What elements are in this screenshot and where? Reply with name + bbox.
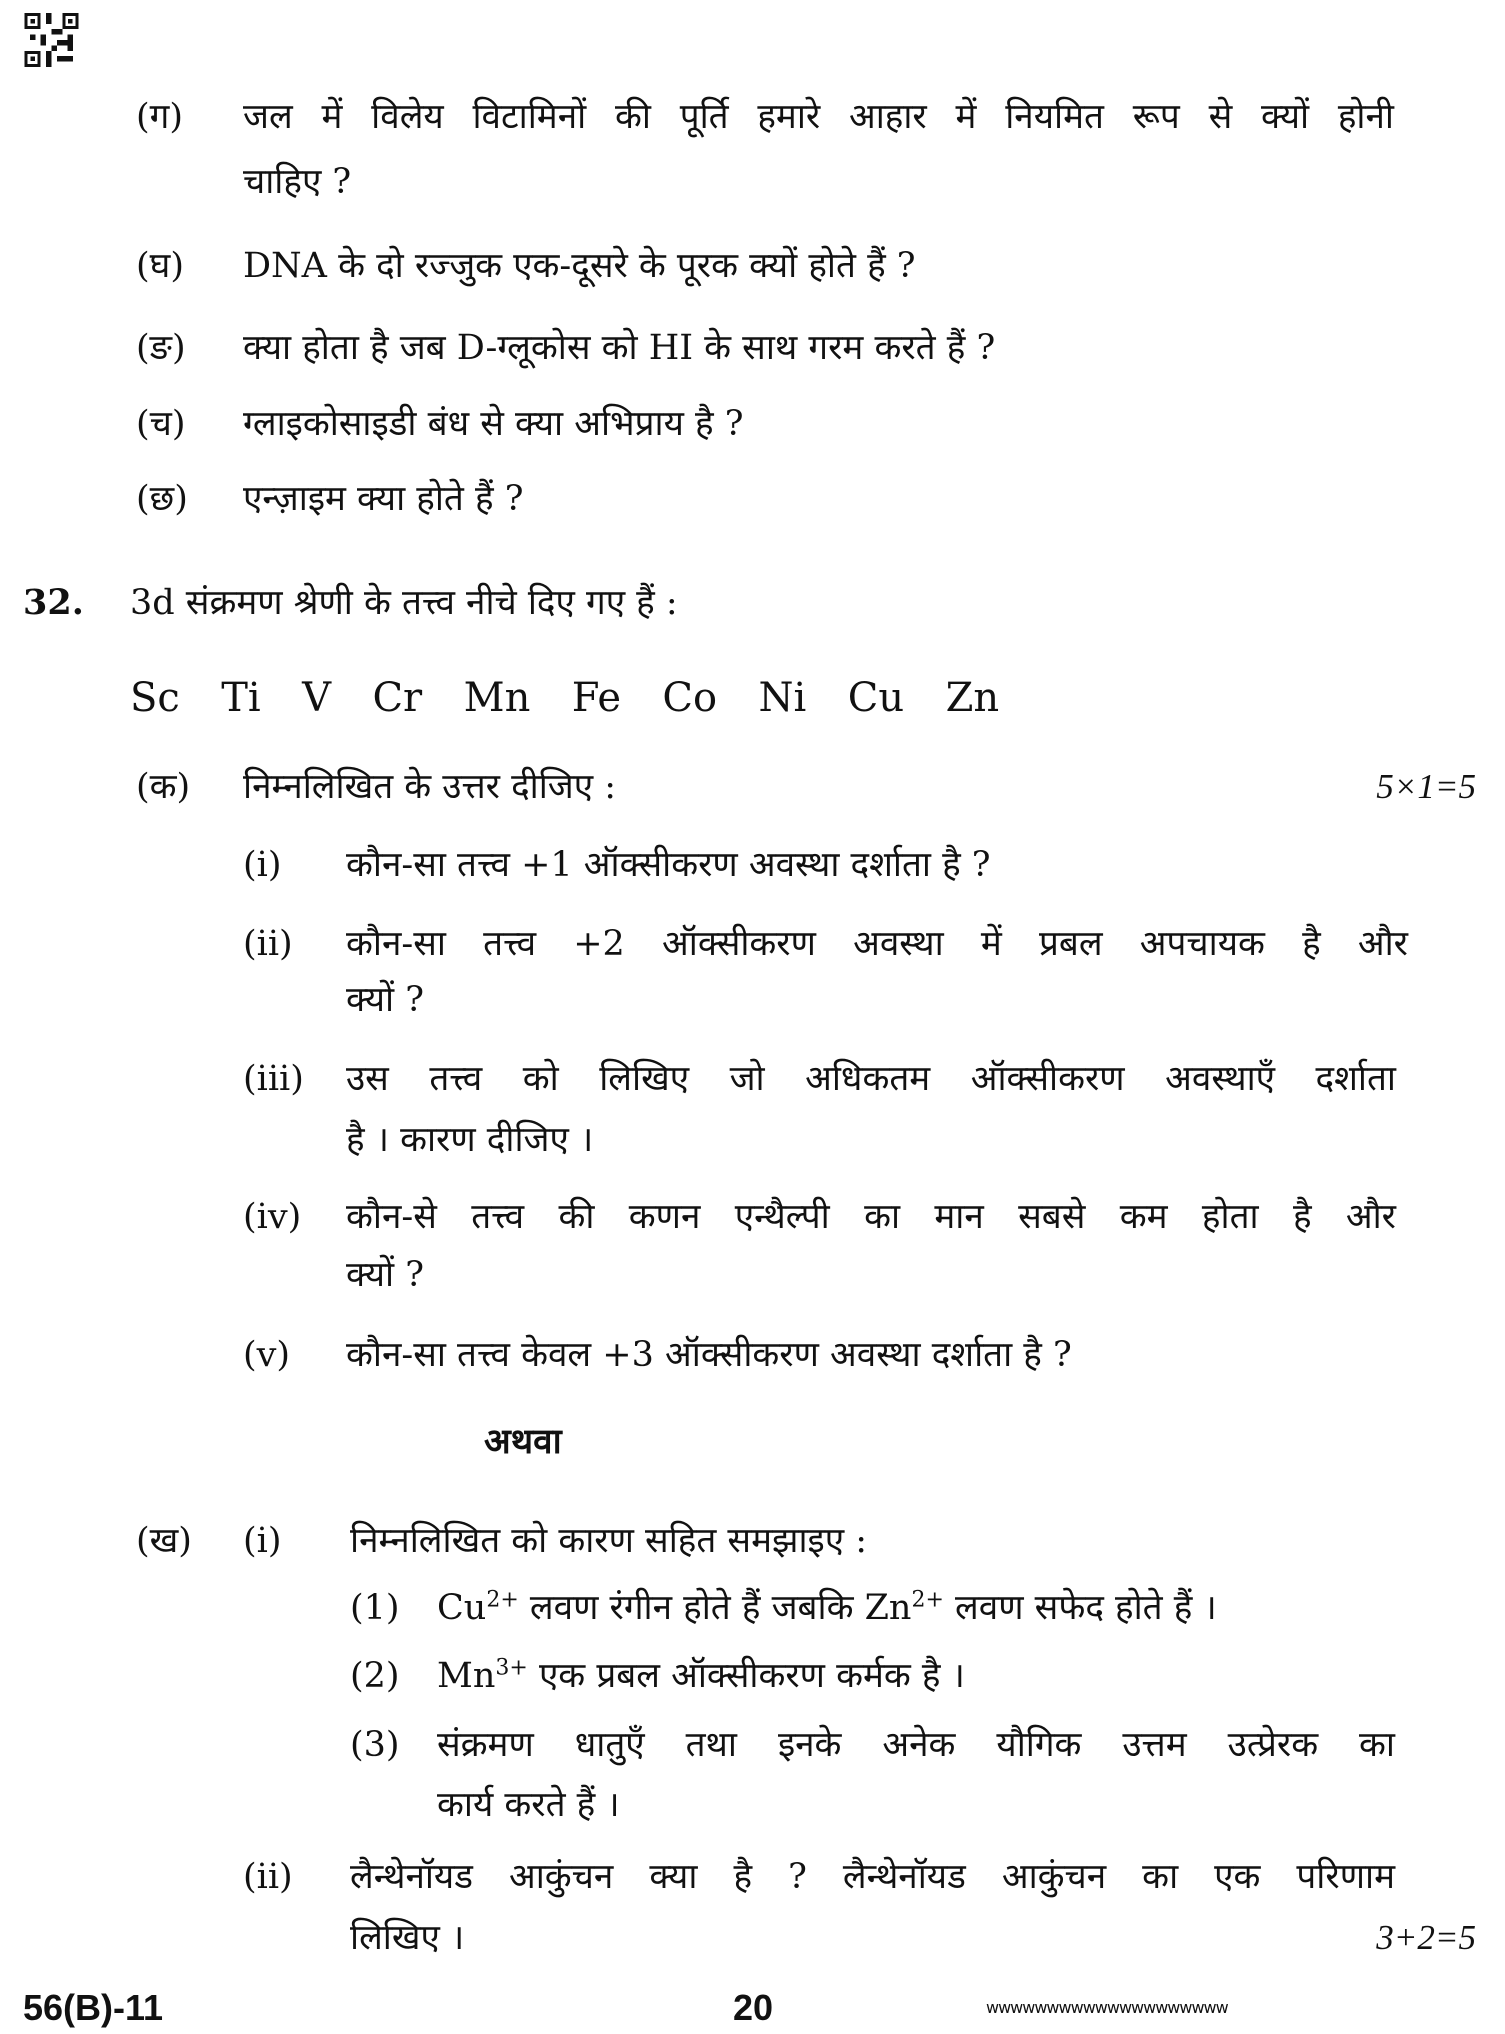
part-b-sub-i-text: निम्नलिखित को कारण सहित समझाइए : <box>350 1521 867 1561</box>
page-number: 20 <box>733 1987 774 2028</box>
reason-text-1 <box>437 1583 1217 1633</box>
sub-text-ii: कौन-सा तत्त्व +2 ऑक्सीकरण अवस्था में प्रबल अपचायक है और <box>346 924 1408 964</box>
ion-cu: Cu <box>437 1588 487 1628</box>
reason-text-3-cont: कार्य करते हैं । <box>437 1785 620 1825</box>
ion-zn: Zn <box>864 1588 912 1628</box>
reason-label-1: (1) <box>350 1588 400 1628</box>
or-separator: अथवा <box>484 1421 562 1462</box>
part-b-sub-ii-text-cont: लिखिए । <box>350 1918 465 1958</box>
item-label-chha: (छ) <box>136 479 188 519</box>
item-label-nga: (ङ) <box>136 328 186 368</box>
sub-text-iv: कौन-से तत्त्व की कणन एन्थैल्पी का मान सबसे कम होता है और <box>346 1197 1396 1237</box>
item-text-gha: DNA के दो रज्जुक एक-दूसरे के पूरक क्यों होते हैं ? <box>243 246 916 286</box>
part-a-label: (क) <box>136 767 191 807</box>
reason-label-3: (3) <box>350 1725 400 1765</box>
sub-text-ii-cont: क्यों ? <box>346 980 424 1020</box>
part-b-sub-ii-text: लैन्थेनॉयड आकुंचन क्या है ? लैन्थेनॉयड आकुंचन का एक परिणाम <box>350 1857 1395 1897</box>
sub-text-iv-cont: क्यों ? <box>346 1255 424 1295</box>
sub-label-iii: (iii) <box>243 1059 304 1099</box>
sub-text-v: कौन-सा तत्त्व केवल +3 ऑक्सीकरण अवस्था दर्शाता है ? <box>346 1335 1072 1375</box>
item-text-chha: एन्ज़ाइम क्या होते हैं ? <box>243 479 524 519</box>
item-text-nga: क्या होता है जब D-ग्लूकोस को HI के साथ गरम करते हैं ? <box>243 328 996 368</box>
footer-decoration: wwwwwwwwwwwwwwwwwwww <box>986 1998 1228 2017</box>
item-text-ga: जल में विलेय विटामिनों की पूर्ति हमारे आहार में नियमित रूप से क्यों होनी <box>243 97 1394 137</box>
part-b-sub-i-label: (i) <box>243 1521 282 1561</box>
sub-text-iii: उस तत्त्व को लिखिए जो अधिकतम ऑक्सीकरण अवस्थाएँ दर्शाता <box>346 1059 1396 1099</box>
part-b-marks: 3+2=5 <box>1376 1918 1476 1957</box>
sub-label-v: (v) <box>243 1335 291 1375</box>
reason-label-2: (2) <box>350 1656 400 1696</box>
reason-text-2 <box>437 1651 965 1701</box>
question-number: 32. <box>23 582 84 623</box>
charge-zn: 2+ <box>911 1587 944 1613</box>
ion-mn: Mn <box>437 1656 496 1696</box>
charge-mn: 3+ <box>495 1655 528 1681</box>
element-list: Sc Ti V Cr Mn Fe Co Ni Cu Zn <box>130 675 1000 721</box>
item-label-ga: (ग) <box>136 97 184 137</box>
part-a-marks: 5×1=5 <box>1376 767 1476 806</box>
item-label-cha: (च) <box>136 404 186 444</box>
reason-text-3: संक्रमण धातुएँ तथा इनके अनेक यौगिक उत्तम उत्प्रेरक का <box>437 1725 1395 1765</box>
charge-cu: 2+ <box>486 1587 519 1613</box>
part-a-text: निम्नलिखित के उत्तर दीजिए : <box>243 767 617 807</box>
reason-text-2-end: एक प्रबल ऑक्सीकरण कर्मक है । <box>527 1656 965 1696</box>
item-label-gha: (घ) <box>136 246 184 286</box>
part-b-label: (ख) <box>136 1521 192 1561</box>
question-intro: 3d संक्रमण श्रेणी के तत्त्व नीचे दिए गए हैं : <box>130 583 678 623</box>
item-text-cha: ग्लाइकोसाइडी बंध से क्या अभिप्राय है ? <box>243 404 744 444</box>
sub-label-i: (i) <box>243 845 282 885</box>
sub-label-ii: (ii) <box>243 924 293 964</box>
sub-label-iv: (iv) <box>243 1197 302 1237</box>
sub-text-iii-cont: है । कारण दीजिए । <box>346 1120 594 1160</box>
part-b-sub-ii-label: (ii) <box>243 1857 293 1897</box>
qr-code <box>23 13 80 67</box>
reason-text-1-mid: लवण रंगीन होते हैं जबकि <box>518 1588 865 1628</box>
sub-text-i: कौन-सा तत्त्व +1 ऑक्सीकरण अवस्था दर्शाता है ? <box>346 845 991 885</box>
paper-code: 56(B)-11 <box>23 1987 164 2028</box>
item-text-ga-cont: चाहिए ? <box>243 162 352 202</box>
reason-text-1-end: लवण सफेद होते हैं । <box>943 1588 1217 1628</box>
